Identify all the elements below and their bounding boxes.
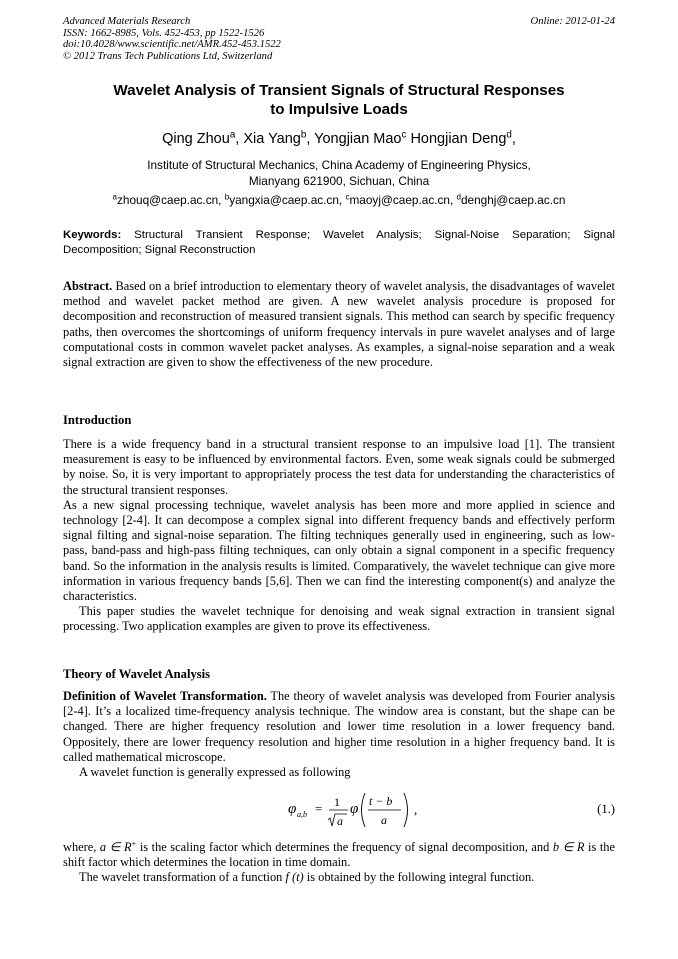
transform-paragraph: The wavelet transformation of a function f (t) is obtained by the following integral function. (79, 870, 535, 885)
journal-name: Advanced Materials Research (63, 16, 191, 27)
introduction-heading: Introduction (63, 413, 132, 427)
eq-equals: = (315, 801, 323, 816)
intro-paragraph-1: There is a wide frequency band in a structural transient response to an impulsive load [1]. The transient measurement is easy to be influenced by environmental factors. Even, some weak signals could be submerged by noise. So, it is very important to appropriately process the test data for understanding the characteristics of the structural transient responses. (63, 437, 615, 497)
abstract-text: Based on a brief introduction to elementary theory of wavelet analysis, the disadvantages of wavelet method and wavelet packet method are given. A new wavelet analysis procedure is proposed for decomposition and reconstruction of measured transient signals. This method can search by specific frequency paths, then overcomes the shortcomings of uniform frequency intervals in pure wavelet analyses and of large computational costs in common wavelet packet analyses. As examples, a signal-noise separation and a weak signal extraction are given to show the effectiveness of the new procedure. (63, 279, 615, 370)
email[interactable]: $^b$yangxia@caep.ac.cn, (224, 192, 346, 207)
paper-title (63, 81, 615, 119)
math-r-plus: + (131, 838, 137, 849)
eq-comma: , (414, 802, 418, 817)
equation-formula (288, 788, 468, 832)
definition-text: The theory of wavelet analysis was developed from Fourier analysis [2-4]. It’s a localized time-frequency analysis technique. The window area is constant, but the shape can be changed. There are higher frequency resolution and lower time resolution in a lower frequency band. Oppositely, there are lower frequency resolution and higher time resolution in a higher frequency band. It is called mathematical microscope. (63, 689, 615, 764)
abstract (63, 279, 615, 370)
copyright-line: © 2012 Trans Tech Publications Ltd, Switzerland (63, 50, 273, 62)
email-list (63, 193, 615, 207)
where-paragraph: where, a ∈ R+ is the scaling factor which determines the frequency of signal decomposition, and b ∈ R is the shift factor which determines the location in time domain. (63, 838, 615, 870)
author: Hongjian Deng$^d$, (410, 129, 516, 147)
definition-paragraph (63, 689, 615, 765)
eq-right-paren (404, 793, 408, 827)
email[interactable]: $^c$maoyj@caep.ac.cn, (345, 192, 457, 207)
eq-lhs-subscript: a,b (297, 810, 307, 819)
eq-den-2: a (381, 813, 387, 827)
author: Xia Yang$^b$, (243, 129, 315, 147)
journal-header (63, 16, 615, 62)
keywords (63, 228, 615, 258)
affiliation-line-1: Institute of Structural Mechanics, China Academy of Engineering Physics, (147, 158, 531, 172)
theory-continued (63, 840, 615, 886)
equation-number: (1.) (597, 802, 615, 816)
definition-label: Definition of Wavelet Transformation. (63, 689, 267, 703)
intro-paragraph-2: As a new signal processing technique, wavelet analysis has been more and more applied in science and technology [2-4]. It can decompose a complex signal into different frequency bands and effectively perform signal filting and signal-noise separation. The filting techniques generally used in engineering, such as low-pass, band-pass and high-pass filting techniques, can only obtain a signal component in a specific frequency band. So the information in the analysis results is limited. Comparatively, the wavelet technique can give more information in various frequency bands [5,6]. Then we can find the interesting component(s) and analyze the characteristics. (63, 497, 615, 604)
eq-lhs-phi: φ (288, 801, 297, 817)
issn-line: ISSN: 1662-8985, Vols. 452-453, pp 1522-1526 (63, 27, 265, 39)
keywords-text: Structural Transient Response; Wavelet Analysis; Signal-Noise Separation; Signal Decomposition; Signal Reconstruction (63, 229, 615, 256)
title-line-2: to Impulsive Loads (270, 101, 408, 118)
math-f-t: f (t) (285, 870, 304, 885)
title-line-1: Wavelet Analysis of Transient Signals of Structural Responses (113, 82, 565, 99)
author: Qing Zhou$^a$, (162, 129, 244, 147)
math-b-in-r: b ∈ R (552, 840, 585, 854)
email[interactable]: $^d$denghj@caep.ac.cn (456, 192, 566, 207)
keywords-label: Keywords: (63, 229, 122, 241)
equation-1 (63, 788, 615, 832)
online-date: Online: 2012-01-24 (530, 16, 615, 27)
eq-left-paren (362, 793, 366, 827)
email[interactable]: $^a$zhouq@caep.ac.cn, (112, 192, 225, 207)
author: Yongjian Mao$^c$ (314, 129, 407, 147)
introduction-body (63, 437, 615, 635)
eq-num-2: t − b (369, 794, 393, 808)
affiliation-line-2: Mianyang 621900, Sichuan, China (248, 174, 430, 188)
abstract-label: Abstract. (63, 279, 113, 293)
eq-num-1: 1 (334, 795, 340, 809)
wavelet-function-intro: A wavelet function is generally expressed as following (79, 765, 351, 780)
math-a-in-r: a ∈ R (99, 840, 132, 854)
intro-paragraph-3: This paper studies the wavelet technique for denoising and weak signal extraction in transient signal processing. Two application examples are given to prove its effectiveness. (63, 604, 615, 634)
eq-phi: φ (350, 801, 359, 817)
eq-den-1: a (337, 814, 343, 828)
theory-heading: Theory of Wavelet Analysis (63, 667, 211, 681)
affiliation (63, 157, 615, 189)
doi-line: doi:10.4028/www.scientific.net/AMR.452-453.1522 (63, 39, 281, 51)
theory-body (63, 689, 615, 780)
author-list (63, 130, 615, 148)
